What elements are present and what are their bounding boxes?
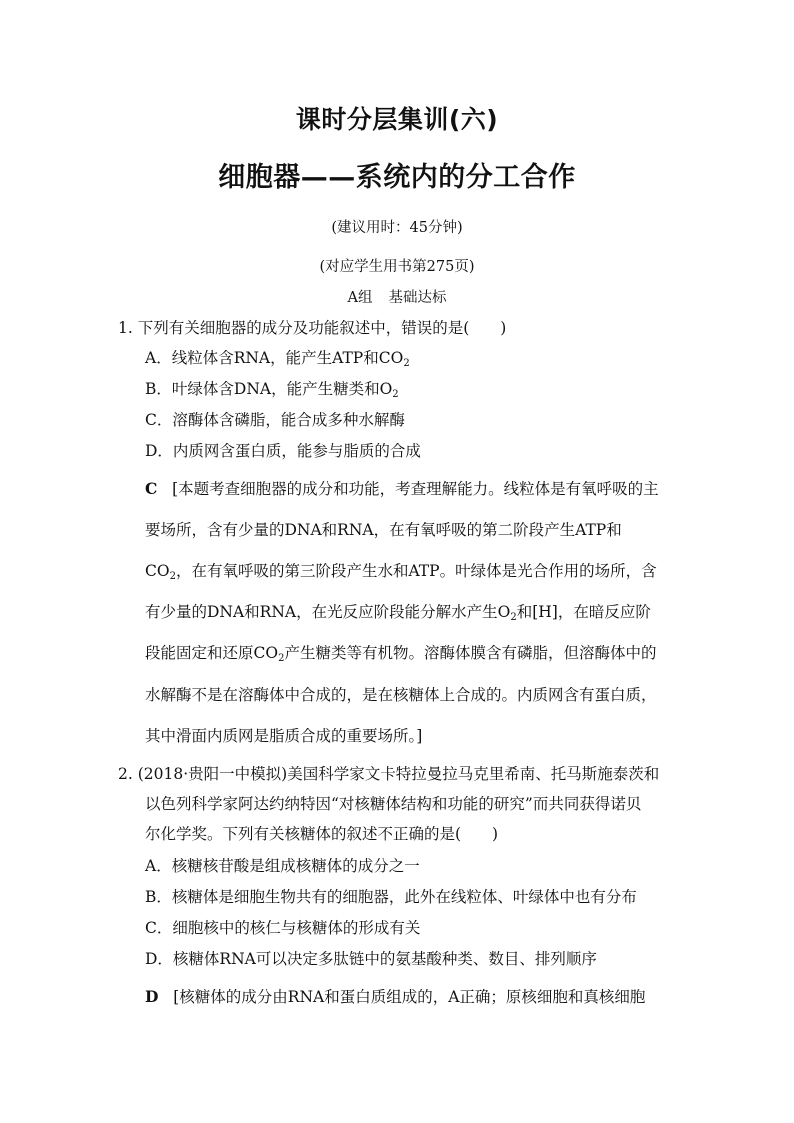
question-1-explanation-line: 段能固定和还原$CO_2$产生糖类等有机物。溶酶体膜含有磷脂，但溶酶体中的 (145, 644, 657, 664)
suggested-time: (建议用时：45分钟) (331, 220, 463, 236)
question-1-option-b: B．叶绿体含DNA，能产生糖类和$O_2$ (145, 380, 399, 400)
question-2-stem-line: 尔化学奖。下列有关核糖体的叙述不正确的是( ) (145, 825, 499, 843)
question-1-explanation-line: 要场所，含有少量的DNA和RNA，在有氧呼吸的第二阶段产生ATP和 (145, 521, 622, 539)
page-title: 课时分层集训(六) (295, 105, 499, 134)
question-2-stem: 2. (2018·贵阳一中模拟)美国科学家文卡特拉曼拉马克里希南、托马斯施泰茨和 (118, 765, 660, 783)
question-number: 2. (118, 765, 133, 783)
question-2-option-b: B．核糖体是细胞生物共有的细胞器，此外在线粒体、叶绿体中也有分布 (145, 888, 637, 906)
question-number: 1. (118, 319, 133, 337)
question-1-option-d: D．内质网含蛋白质，能参与脂质的合成 (145, 442, 421, 460)
question-1-explanation-line: 其中滑面内质网是脂质合成的重要场所。] (145, 727, 423, 745)
answer-letter: D (145, 987, 159, 1006)
question-2-option-d: D．核糖体RNA可以决定多肽链中的氨基酸种类、数目、排列顺序 (145, 950, 597, 968)
question-2-option-a: A．核糖核苷酸是组成核糖体的成分之一 (145, 857, 420, 875)
question-2-option-c: C．细胞核中的核仁与核糖体的形成有关 (145, 919, 421, 937)
group-name: 基础达标 (388, 290, 447, 306)
group-label: A组 (347, 290, 373, 306)
book-reference: (对应学生用书第275页) (319, 259, 475, 275)
question-1-option-c: C．溶酶体含磷脂，能合成多种水解酶 (145, 411, 405, 429)
question-1-explanation-line: C [本题考查细胞器的成分和功能，考查理解能力。线粒体是有氧呼吸的主 (145, 479, 659, 498)
question-1-explanation-line: $CO_2$，在有氧呼吸的第三阶段产生水和ATP。叶绿体是光合作用的场所，含 (145, 562, 657, 582)
question-1-explanation-line: 有少量的DNA和RNA，在光反应阶段能分解水产生$O_2$和[H]，在暗反应阶 (145, 603, 651, 623)
question-1-stem: 1. 下列有关细胞器的成分及功能叙述中，错误的是( ) (118, 319, 507, 337)
group-heading (0, 286, 794, 307)
answer-letter: C (145, 479, 158, 498)
question-1-explanation-line: 水解酶不是在溶酶体中合成的，是在核糖体上合成的。内质网含有蛋白质， (145, 686, 657, 704)
question-1-option-a: A．线粒体含RNA，能产生ATP和$CO_2$ (145, 349, 410, 369)
page-subtitle: 细胞器——系统内的分工合作 (218, 162, 576, 193)
question-2-stem-line: 以色列科学家阿达约纳特因“对核糖体结构和功能的研究”而共同获得诺贝 (145, 795, 642, 813)
question-2-explanation-line: D [核糖体的成分由RNA和蛋白质组成的，A正确；原核细胞和真核细胞 (145, 987, 646, 1006)
